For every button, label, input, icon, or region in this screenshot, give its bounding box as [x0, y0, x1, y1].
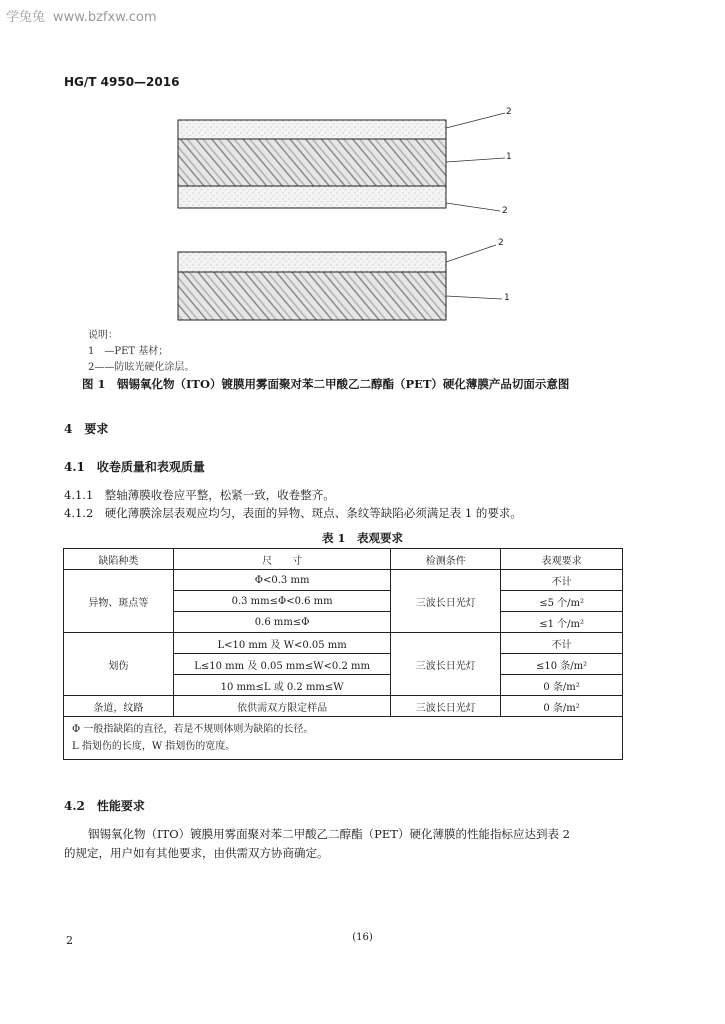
watermark-url: www.bzfxw.com	[53, 10, 157, 25]
label-coating-2: 2	[498, 238, 504, 248]
header-size: 尺 寸	[173, 549, 391, 570]
defect-type-cell: 异物、斑点等	[64, 570, 174, 633]
size-cell: 10 mm≤L 或 0.2 mm≤W	[173, 675, 391, 696]
condition-cell: 三波长日光灯	[391, 633, 501, 696]
label-top-coating: 2	[506, 107, 512, 117]
watermark-site-name: 学兔兔	[6, 10, 46, 25]
condition-cell: 三波长日光灯	[391, 696, 501, 717]
legend-title: 说明：	[88, 330, 118, 341]
table-note: Φ 一般指缺陷的直径，若是不规则体则为缺陷的长径。	[72, 724, 314, 735]
requirement-cell: 0 条/m²	[501, 675, 623, 696]
pet-substrate-layer	[178, 139, 446, 186]
defect-type-cell: 条道，纹路	[64, 696, 174, 717]
two-layer-diagram	[178, 245, 502, 320]
table-row	[64, 696, 623, 717]
requirement-cell: 不计	[501, 570, 623, 591]
table-row	[64, 570, 623, 591]
size-cell: Φ<0.3 mm	[173, 570, 391, 591]
clause-4-2-line-1: 铟锡氧化物（ITO）镀膜用雾面聚对苯二甲酸乙二醇酯（PET）硬化薄膜的性能指标应达到表 2	[88, 827, 570, 841]
header-requirement: 表观要求	[501, 549, 623, 570]
condition-cell: 三波长日光灯	[391, 570, 501, 633]
clause-4-2-line-2: 的规定，用户如有其他要求，由供需双方协商确定。	[64, 846, 329, 860]
three-layer-diagram	[178, 113, 505, 211]
clause-4-1-2: 4.1.2 硬化薄膜涂层表观应均匀，表面的异物、斑点、条纹等缺陷必须满足表 1 的要求。	[64, 506, 522, 520]
requirement-cell: ≤5 个/m²	[501, 591, 623, 612]
clause-4-1-1: 4.1.1 整轴薄膜收卷应平整，松紧一致，收卷整齐。	[64, 488, 335, 502]
coating-layer-top	[178, 120, 446, 139]
requirement-cell: ≤10 条/m²	[501, 654, 623, 675]
table-notes-row	[64, 717, 623, 760]
size-cell: L≤10 mm 及 0.05 mm≤W<0.2 mm	[173, 654, 391, 675]
size-cell: 依供需双方限定样品	[173, 696, 391, 717]
header-condition: 检测条件	[391, 549, 501, 570]
coating-layer	[178, 252, 446, 272]
label-bottom-coating: 2	[502, 206, 508, 216]
watermark	[6, 6, 165, 25]
standard-number: HG/T 4950—2016	[64, 75, 180, 89]
table-header-row	[64, 549, 623, 570]
figure-caption: 图 1 铟锡氧化物（ITO）镀膜用雾面聚对苯二甲酸乙二醇酯（PET）硬化薄膜产品切面示意图	[82, 377, 570, 391]
table-notes	[64, 717, 623, 760]
header-defect-type: 缺陷种类	[64, 549, 174, 570]
size-cell: L<10 mm 及 W<0.05 mm	[173, 633, 391, 654]
page-number: 2	[66, 934, 73, 947]
requirement-cell: 不计	[501, 633, 623, 654]
defect-type-cell: 划伤	[64, 633, 174, 696]
legend-item-1: 1 —PET 基材；	[88, 346, 169, 357]
section-4-2-heading: 4.2 性能要求	[64, 799, 145, 813]
section-4-1-heading: 4.1 收卷质量和表观质量	[64, 460, 205, 474]
legend-item-2: 2——防眩光硬化涂层。	[88, 362, 195, 373]
size-cell: 0.6 mm≤Φ	[173, 612, 391, 633]
table-note: L 指划伤的长度，W 指划伤的宽度。	[72, 741, 236, 752]
requirement-cell: ≤1 个/m²	[501, 612, 623, 633]
coating-layer-bottom	[178, 186, 446, 208]
label-top-substrate: 1	[506, 152, 512, 162]
table-row	[64, 633, 623, 654]
page-center-number: (16)	[352, 932, 373, 943]
section-4-heading: 4 要求	[64, 422, 109, 436]
table-caption: 表 1 表观要求	[321, 531, 403, 545]
cross-section-figure	[0, 100, 725, 325]
size-cell: 0.3 mm≤Φ<0.6 mm	[173, 591, 391, 612]
requirement-cell: 0 条/m²	[501, 696, 623, 717]
appearance-requirements-table	[63, 548, 623, 760]
label-substrate-2: 1	[504, 293, 510, 303]
pet-substrate-layer-2	[178, 272, 446, 320]
